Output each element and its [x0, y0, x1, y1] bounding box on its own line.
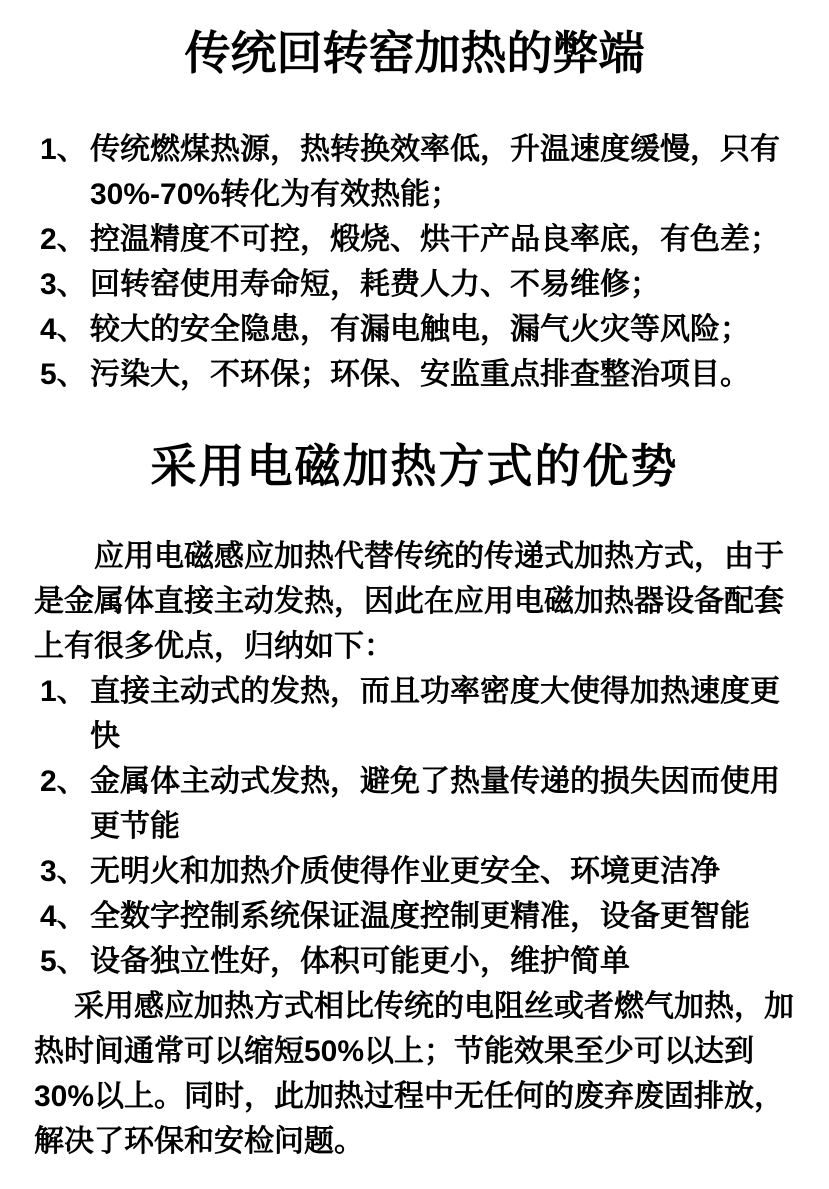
- list-item-number: 4、: [40, 900, 87, 933]
- list-item-number: 2、: [40, 765, 87, 798]
- section-disadvantages: [34, 26, 795, 397]
- list-item-number: 1、: [40, 675, 87, 708]
- list-item-text: 较大的安全隐患，有漏电触电，漏气火灾等风险；: [90, 313, 750, 346]
- list-item: [34, 262, 795, 307]
- list-item-number: 4、: [40, 313, 87, 346]
- list-item-text: 无明火和加热介质使得作业更安全、环境更洁净: [90, 855, 720, 888]
- list-item-number: 3、: [40, 268, 87, 301]
- section-title-advantages: 采用电磁加热方式的优势: [150, 440, 679, 492]
- section-advantages: [34, 439, 795, 1164]
- list-item: [34, 307, 795, 352]
- advantages-summary-paragraph: 采用感应加热方式相比传统的电阻丝或者燃气加热，加热时间通常可以缩短50%以上；节能效果至少可以达到30%以上。同时，此加热过程中无任何的废弃废固排放，解决了环保和安检问题。: [34, 990, 794, 1158]
- disadvantages-list: [34, 127, 795, 397]
- list-item: [34, 352, 795, 397]
- list-item-number: 1、: [40, 133, 87, 166]
- section-title-disadvantages: 传统回转窑加热的弊端: [184, 27, 645, 79]
- advantages-list: [34, 669, 795, 984]
- list-item: [34, 759, 795, 849]
- list-item: [34, 939, 795, 984]
- list-item-text: 直接主动式的发热，而且功率密度大使得加热速度更快: [90, 675, 780, 753]
- list-item-text: 全数字控制系统保证温度控制更精准，设备更智能: [90, 900, 750, 933]
- list-item: [34, 849, 795, 894]
- list-item-text: 污染大，不环保；环保、安监重点排查整治项目。: [90, 358, 750, 391]
- list-item-text: 回转窑使用寿命短，耗费人力、不易维修；: [90, 268, 660, 301]
- list-item-number: 5、: [40, 945, 87, 978]
- list-item-text: 设备独立性好，体积可能更小，维护简单: [90, 945, 630, 978]
- list-item: [34, 894, 795, 939]
- list-item: [34, 127, 795, 217]
- list-item: [34, 217, 795, 262]
- list-item: [34, 669, 795, 759]
- list-item-number: 2、: [40, 223, 87, 256]
- list-item-text: 传统燃煤热源，热转换效率低，升温速度缓慢，只有30%-70%转化为有效热能；: [90, 133, 780, 211]
- advantages-intro-paragraph: 应用电磁感应加热代替传统的传递式加热方式，由于是金属体直接主动发热，因此在应用电磁加热器设备配套上有很多优点，归纳如下：: [34, 540, 784, 663]
- list-item-text: 金属体主动式发热，避免了热量传递的损失因而使用更节能: [90, 765, 780, 843]
- list-item-text: 控温精度不可控，煅烧、烘干产品良率底，有色差；: [90, 223, 780, 256]
- list-item-number: 5、: [40, 358, 87, 391]
- list-item-number: 3、: [40, 855, 87, 888]
